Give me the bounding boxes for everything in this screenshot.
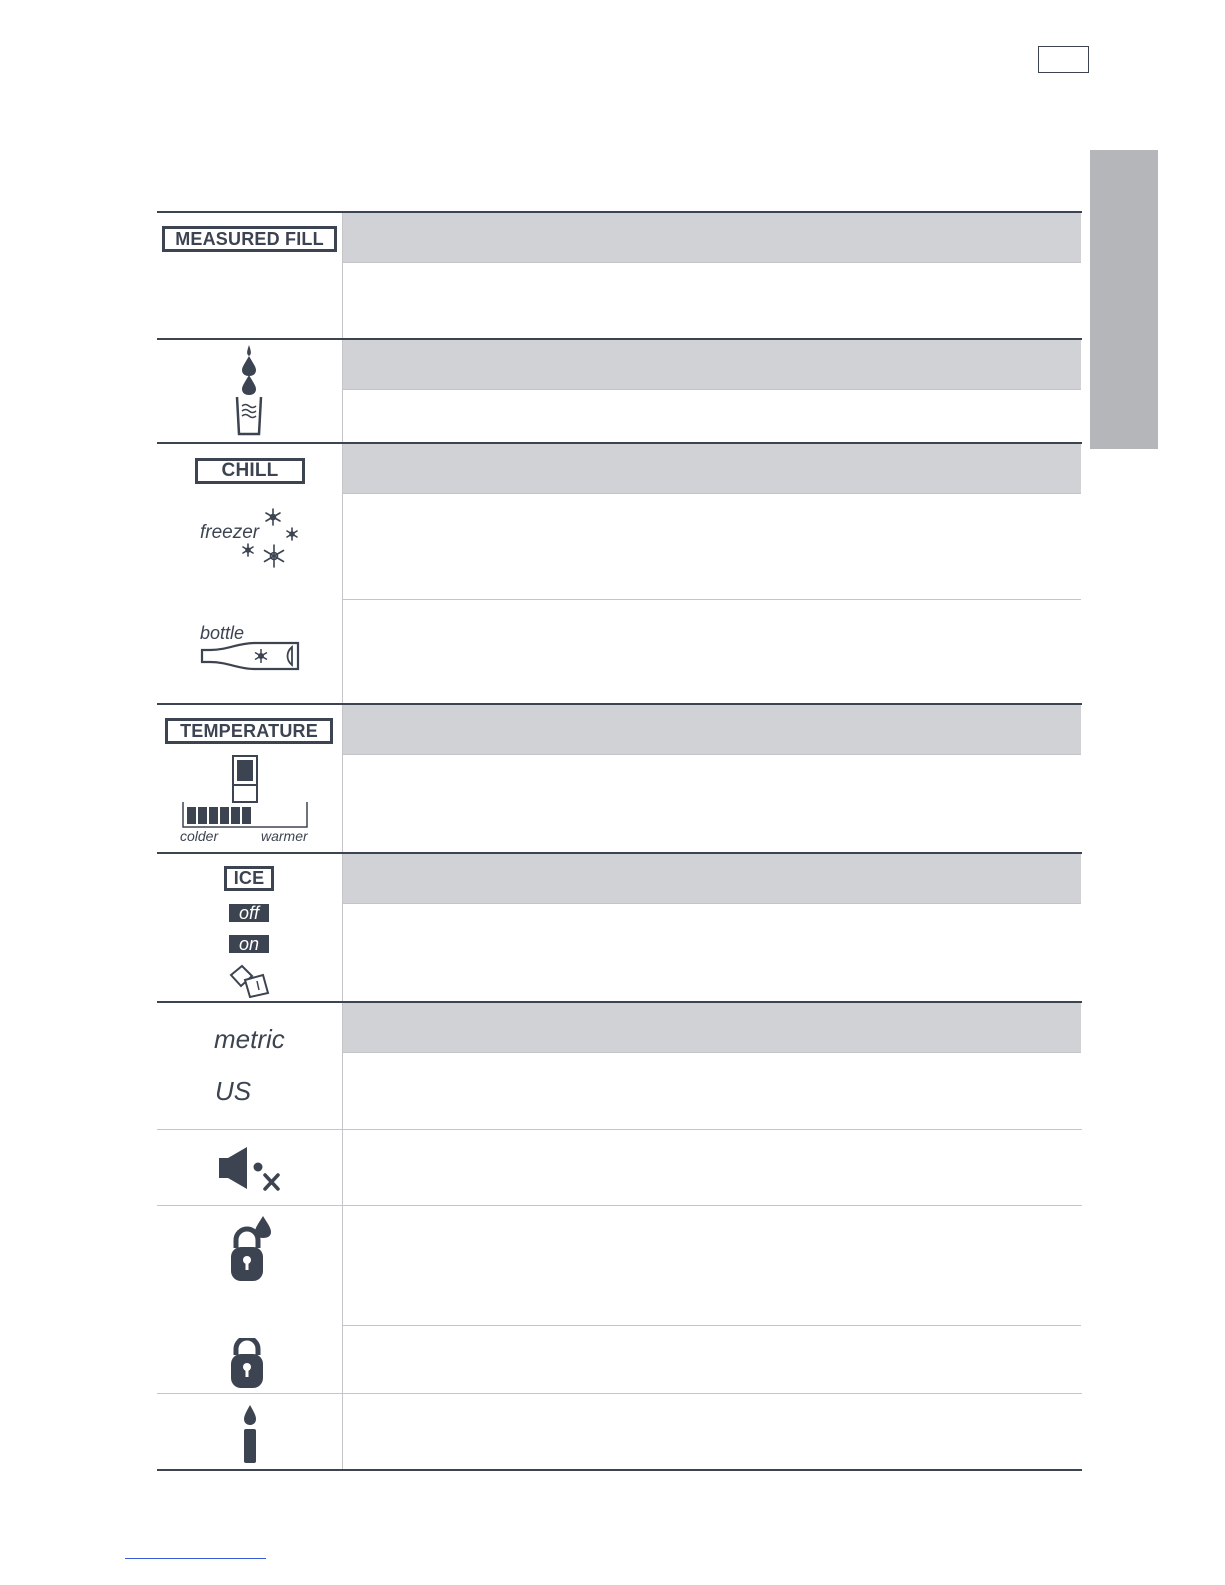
row-heading-band bbox=[343, 1003, 1081, 1053]
freezer-label: freezer bbox=[200, 522, 260, 543]
colder-label: colder bbox=[180, 828, 219, 844]
row-divider bbox=[157, 1129, 1082, 1130]
warmer-label: warmer bbox=[261, 828, 308, 844]
page-number-box bbox=[1038, 46, 1089, 73]
row-heading-band bbox=[343, 340, 1081, 390]
sub-row-divider bbox=[343, 1325, 1081, 1326]
lock-drop-icon bbox=[228, 1214, 274, 1284]
row-heading-band bbox=[343, 854, 1081, 904]
ice-on-indicator: on bbox=[229, 935, 269, 953]
table-bottom-rule bbox=[157, 1469, 1082, 1471]
temperature-level-segment bbox=[220, 807, 229, 824]
temperature-level-segment bbox=[231, 807, 240, 824]
fridge-icon bbox=[231, 755, 259, 803]
bottle-label: bottle bbox=[200, 623, 245, 643]
ice-label: ICE bbox=[224, 866, 274, 891]
column-divider bbox=[342, 213, 343, 1470]
temperature-scale bbox=[182, 802, 310, 828]
metric-label: metric bbox=[214, 1024, 285, 1054]
footer-link-underline bbox=[125, 1558, 266, 1559]
temperature-label: TEMPERATURE bbox=[165, 718, 333, 744]
chill-label: CHILL bbox=[195, 458, 305, 484]
lock-icon bbox=[228, 1338, 268, 1390]
us-label: US bbox=[215, 1076, 252, 1106]
ice-cubes-icon bbox=[228, 962, 272, 998]
candle-icon bbox=[236, 1403, 264, 1465]
row-divider bbox=[157, 1393, 1082, 1394]
temperature-level-segment bbox=[242, 807, 251, 824]
bottle-icon bbox=[198, 638, 304, 674]
row-divider bbox=[157, 1205, 1082, 1206]
measured-fill-label: MEASURED FILL bbox=[162, 226, 337, 252]
row-heading-band bbox=[343, 213, 1081, 263]
row-heading-band bbox=[343, 444, 1081, 494]
temperature-level-segment bbox=[187, 807, 196, 824]
sub-row-divider bbox=[343, 599, 1081, 600]
temperature-level-segment bbox=[198, 807, 207, 824]
speaker-mute-icon bbox=[216, 1146, 284, 1192]
temperature-level-segment bbox=[209, 807, 218, 824]
section-side-tab bbox=[1090, 150, 1158, 449]
ice-off-indicator: off bbox=[229, 904, 269, 922]
row-heading-band bbox=[343, 705, 1081, 755]
snowflake-icon bbox=[236, 506, 302, 570]
water-drops-glass-icon bbox=[226, 343, 272, 437]
